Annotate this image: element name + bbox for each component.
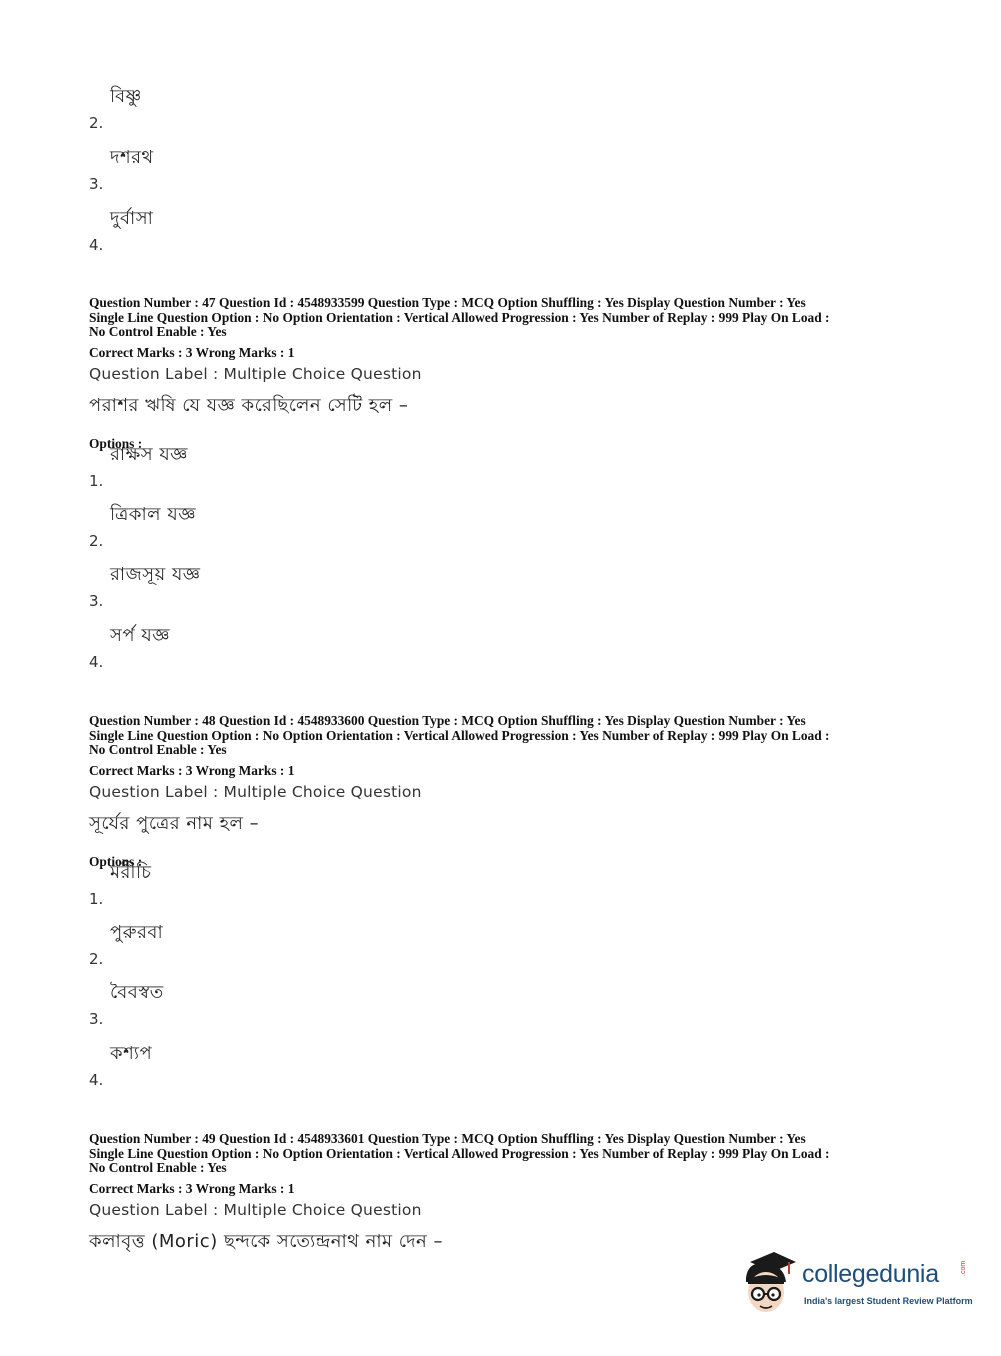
option-text: বৈবস্বত <box>110 982 164 1003</box>
question-meta-line: Question Number : 49 Question Id : 4548933601 Question Type : MCQ Option Shuffling : Yes Display Question Number : Yes <box>89 1131 806 1146</box>
option-item <box>89 918 389 968</box>
mascot-icon <box>738 1248 798 1318</box>
logo-suffix: .com <box>960 1260 967 1276</box>
option-number: 3. <box>89 175 104 193</box>
option-text: রাক্ষস যজ্ঞ <box>110 444 188 465</box>
option-text: রাজসূয় যজ্ঞ <box>110 564 201 585</box>
question-meta-line: Single Line Question Option : No Option Orientation : Vertical Allowed Progression : Yes Number of Replay : 999 Play On Load : <box>89 309 830 325</box>
option-number: 2. <box>89 950 104 968</box>
question-label: Question Label : Multiple Choice Question <box>89 1200 422 1219</box>
option-text: পুরুরবা <box>110 922 164 943</box>
question-marks: Correct Marks : 3 Wrong Marks : 1 <box>89 1180 295 1196</box>
option-item <box>89 978 389 1028</box>
question-meta-line: Question Number : 47 Question Id : 4548933599 Question Type : MCQ Option Shuffling : Yes Display Question Number : Yes <box>89 295 806 310</box>
option-item <box>89 143 389 193</box>
question-meta-line: No Control Enable : Yes <box>89 742 227 758</box>
option-text: ত্রিকাল যজ্ঞ <box>110 504 196 525</box>
question-meta-line: No Control Enable : Yes <box>89 1160 227 1176</box>
option-number: 2. <box>89 114 104 132</box>
option-number: 1. <box>89 472 104 490</box>
option-text: মরীচি <box>110 862 152 883</box>
option-number: 3. <box>89 592 104 610</box>
question-label: Question Label : Multiple Choice Question <box>89 782 422 801</box>
question-meta-line: Question Number : 48 Question Id : 4548933600 Question Type : MCQ Option Shuffling : Yes Display Question Number : Yes <box>89 713 806 728</box>
question-block-49 <box>89 1132 919 1258</box>
question-marks: Correct Marks : 3 Wrong Marks : 1 <box>89 762 295 778</box>
question-meta-line: Single Line Question Option : No Option Orientation : Vertical Allowed Progression : Yes Number of Replay : 999 Play On Load : <box>89 727 830 743</box>
option-item <box>89 82 389 132</box>
question-text: সূর্যের পুত্রের নাম হল – <box>89 812 260 834</box>
question-text: পরাশর ঋষি যে যজ্ঞ করেছিলেন সেটি হল – <box>89 394 409 416</box>
options-heading: Options : <box>89 853 143 869</box>
option-number: 2. <box>89 532 104 550</box>
option-number: 3. <box>89 1010 104 1028</box>
option-number: 4. <box>89 653 104 671</box>
question-marks: Correct Marks : 3 Wrong Marks : 1 <box>89 344 295 360</box>
option-text: কশ্যপ <box>110 1043 153 1064</box>
question-meta-line: Single Line Question Option : No Option Orientation : Vertical Allowed Progression : Yes Number of Replay : 999 Play On Load : <box>89 1145 830 1161</box>
option-item <box>89 500 389 550</box>
question-block-48 <box>89 714 919 870</box>
logo-tagline: India's largest Student Review Platform <box>804 1296 973 1306</box>
option-number: 4. <box>89 236 104 254</box>
option-item <box>89 440 389 490</box>
question-text: কলাবৃত্ত (Moric) ছন্দকে সত্যেন্দ্রনাথ নাম দেন – <box>89 1230 443 1252</box>
option-text: দুর্বাসা <box>110 208 154 229</box>
option-item <box>89 204 389 254</box>
option-item <box>89 858 389 908</box>
option-number: 4. <box>89 1071 104 1089</box>
options-heading: Options : <box>89 435 143 451</box>
question-label: Question Label : Multiple Choice Question <box>89 364 422 383</box>
option-item <box>89 560 389 610</box>
option-text: সর্প যজ্ঞ <box>110 625 170 646</box>
question-meta-line: No Control Enable : Yes <box>89 324 227 340</box>
question-block-47 <box>89 296 919 452</box>
option-item <box>89 621 389 671</box>
collegedunia-logo <box>738 1248 978 1320</box>
option-item <box>89 1039 389 1089</box>
option-text: বিষ্ণু <box>110 86 142 107</box>
logo-wordmark: collegedunia <box>802 1260 939 1288</box>
option-text: দশরথ <box>110 147 154 168</box>
option-number: 1. <box>89 890 104 908</box>
